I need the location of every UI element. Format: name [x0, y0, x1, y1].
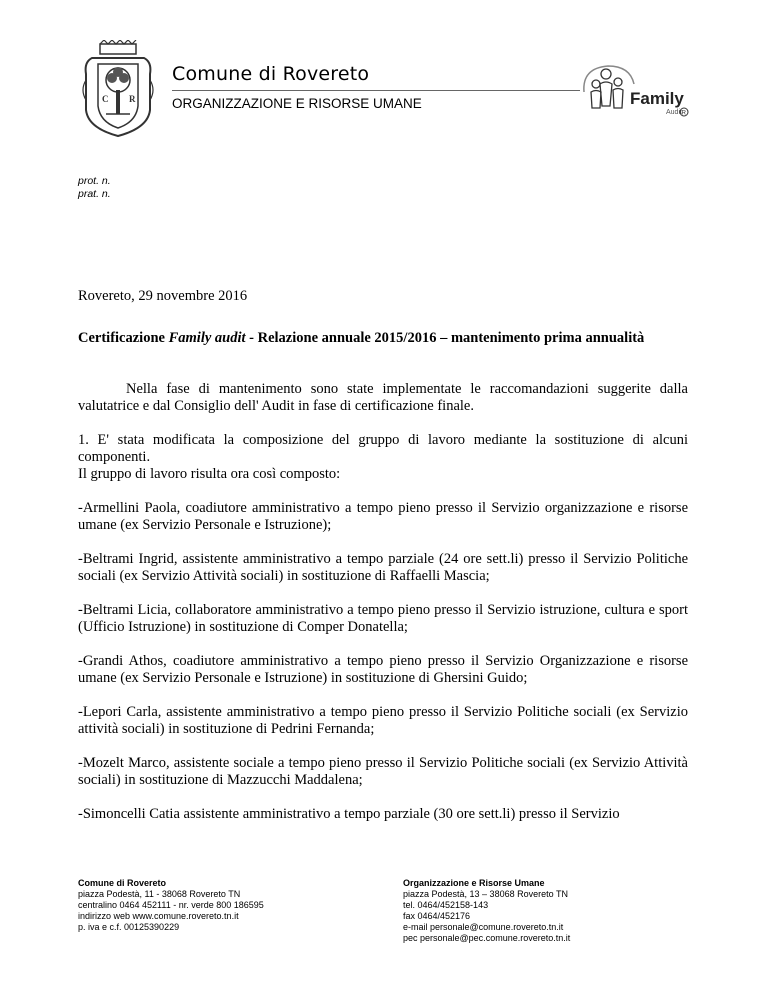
subject-part1: Certificazione: [78, 330, 169, 346]
prot-label: prot. n.: [78, 175, 111, 187]
member-item: -Beltrami Licia, collaboratore amministrativo a tempo pieno presso il Servizio istruzione, cultura e sport (Ufficio Istruzione) in sostituzione di Comper Donatella;: [78, 602, 688, 635]
protocol-block: [78, 175, 111, 201]
logo-wordmark: Family: [630, 89, 684, 108]
letter-body: [78, 288, 688, 823]
footer-right-title: Organizzazione e Risorse Umane: [403, 878, 545, 888]
letter-date: Rovereto, 29 novembre 2016: [78, 288, 248, 304]
group-intro: Il gruppo di lavoro risulta ora così composto:: [78, 466, 341, 482]
footer-left-title: Comune di Rovereto: [78, 878, 167, 888]
intro-paragraph: Nella fase di mantenimento sono state implementate le raccomandazioni suggerite dalla valutatrice e dal Consiglio dell' Audit in fase di certificazione finale.: [78, 381, 688, 414]
member-item: -Lepori Carla, assistente amministrativo a tempo pieno presso il Servizio Politiche sociali (ex Servizio attività sociali) in sostituzione di Pedrini Fernanda;: [78, 704, 688, 737]
letter-subject: [78, 330, 688, 347]
footer-right-line: fax 0464/452176: [403, 911, 471, 921]
member-item: -Armellini Paola, coadiutore amministrativo a tempo pieno presso il Servizio organizzazione e risorse umane (ex Servizio Personale e Istruzione);: [78, 500, 688, 533]
footer-right-line: e-mail personale@comune.rovereto.tn.it: [403, 922, 564, 932]
footer-right-line: tel. 0464/452158-143: [403, 900, 489, 910]
footer-left-line: piazza Podestà, 11 - 38068 Rovereto TN: [78, 889, 241, 899]
footer-right-line: piazza Podestà, 13 – 38068 Rovereto TN: [403, 889, 568, 899]
footer-left-line: p. iva e c.f. 00125390229: [78, 922, 180, 932]
svg-text:R: R: [681, 110, 686, 117]
svg-text:C: C: [102, 94, 109, 104]
family-audit-logo-icon: [578, 62, 690, 120]
member-item: -Simoncelli Catia assistente amministrativo a tempo parziale (30 ore sett.li) presso il Servizio: [78, 806, 620, 822]
footer-left: [78, 878, 264, 933]
footer-left-line: centralino 0464 452111 - nr. verde 800 186595: [78, 900, 264, 910]
organization-name: Comune di Rovereto: [172, 63, 370, 85]
prat-label: prat. n.: [78, 188, 111, 200]
logo-subtext: Audit: [666, 109, 682, 116]
point-1: 1. E' stata modificata la composizione del gruppo di lavoro mediante la sostituzione di alcuni componenti.: [78, 432, 688, 465]
svg-text:R: R: [129, 94, 136, 104]
header-rule: [172, 90, 580, 91]
member-item: -Mozelt Marco, assistente sociale a tempo pieno presso il Servizio Politiche sociali (ex Servizio Attività sociali) in sostituzione di Mazzucchi Maddalena;: [78, 755, 688, 788]
coat-of-arms-icon: [78, 40, 158, 140]
department-name: ORGANIZZAZIONE E RISORSE UMANE: [172, 96, 422, 111]
member-item: -Grandi Athos, coadiutore amministrativo a tempo pieno presso il Servizio Organizzazione e risorse umane (ex Servizio Personale e Istruzione) in sostituzione di Ghersini Guido;: [78, 653, 688, 686]
footer-right-line: pec personale@pec.comune.rovereto.tn.it: [403, 933, 571, 943]
footer-right: [403, 878, 570, 944]
subject-italic: Family audit: [168, 330, 246, 346]
member-item: -Beltrami Ingrid, assistente amministrativo a tempo parziale (24 ore sett.li) presso il Servizio Politiche sociali (ex Servizio Attività sociali) in sostituzione di Raffaelli Mascia;: [78, 551, 688, 584]
footer-left-line: indirizzo web www.comune.rovereto.tn.it: [78, 911, 239, 921]
subject-part2: - Relazione annuale 2015/2016 – mantenimento prima annualità: [245, 330, 645, 346]
